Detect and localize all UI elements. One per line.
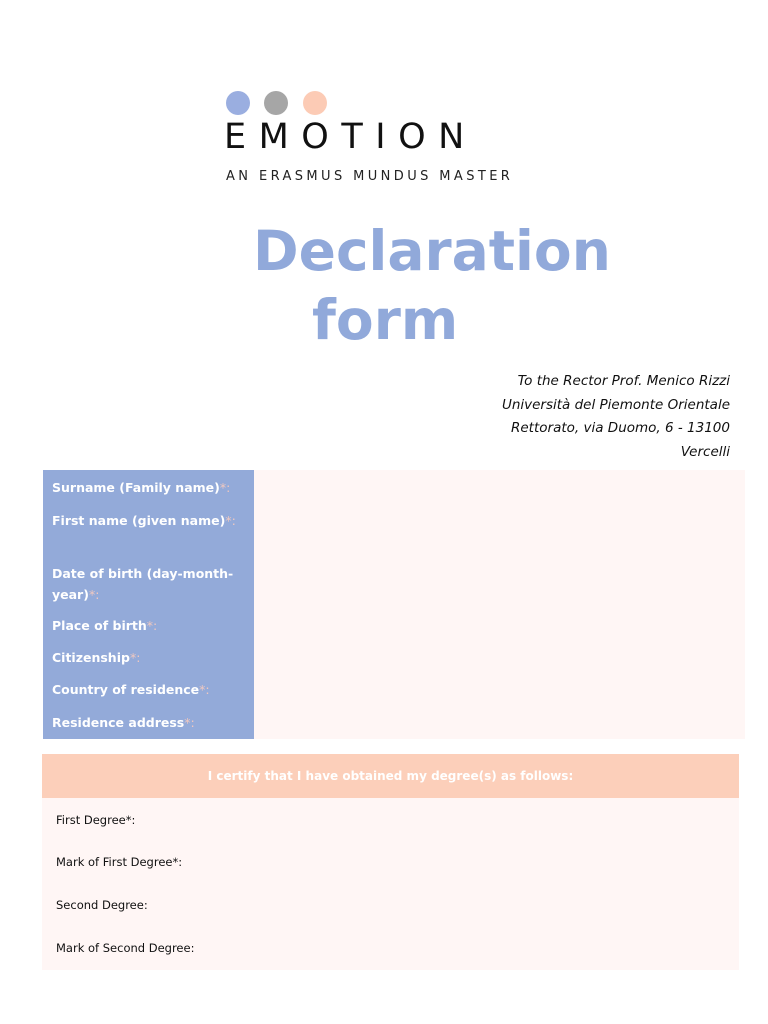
first-name-label: First name (given name)*: (52, 513, 236, 528)
date-of-birth-label: Date of birth (day-month-year)*: (52, 566, 234, 602)
mark-second-degree-label: Mark of Second Degree: (56, 941, 195, 955)
recipient-address (502, 370, 730, 464)
emotion-logo (224, 90, 554, 190)
mark-first-degree-label: Mark of First Degree*: (56, 855, 183, 869)
degree-header-text: I certify that I have obtained my degree(s) as follows: (207, 769, 574, 783)
page-title-line1: Declaration (253, 219, 611, 283)
page-title-line2: form (312, 288, 459, 352)
first-degree-label: First Degree*: (56, 813, 136, 827)
place-of-birth-label: Place of birth*: (52, 618, 158, 633)
logo-wordmark: EMOTION (224, 117, 477, 157)
country-of-residence-label: Country of residence*: (52, 682, 210, 697)
address-line-4: Vercelli (680, 443, 730, 460)
address-line-3: Rettorato, via Duomo, 6 - 13100 (511, 420, 730, 436)
personal-labels-column (43, 470, 254, 739)
surname-label: Surname (Family name)*: (52, 480, 231, 495)
degree-section-body (42, 798, 739, 970)
logo-dot-peach (303, 91, 327, 115)
personal-values-area[interactable] (254, 470, 745, 739)
logo-tagline: AN ERASMUS MUNDUS MASTER (226, 169, 514, 184)
personal-details-table (43, 470, 745, 739)
logo-dot-gray (264, 91, 288, 115)
address-line-2: Università del Piemonte Orientale (501, 396, 730, 413)
address-line-1: To the Rector Prof. Menico Rizzi (517, 373, 730, 389)
residence-address-label: Residence address*: (52, 715, 195, 730)
second-degree-label: Second Degree: (56, 898, 148, 912)
logo-dot-blue (226, 91, 250, 115)
degree-section-header (42, 754, 739, 798)
citizenship-label: Citizenship*: (52, 650, 141, 665)
